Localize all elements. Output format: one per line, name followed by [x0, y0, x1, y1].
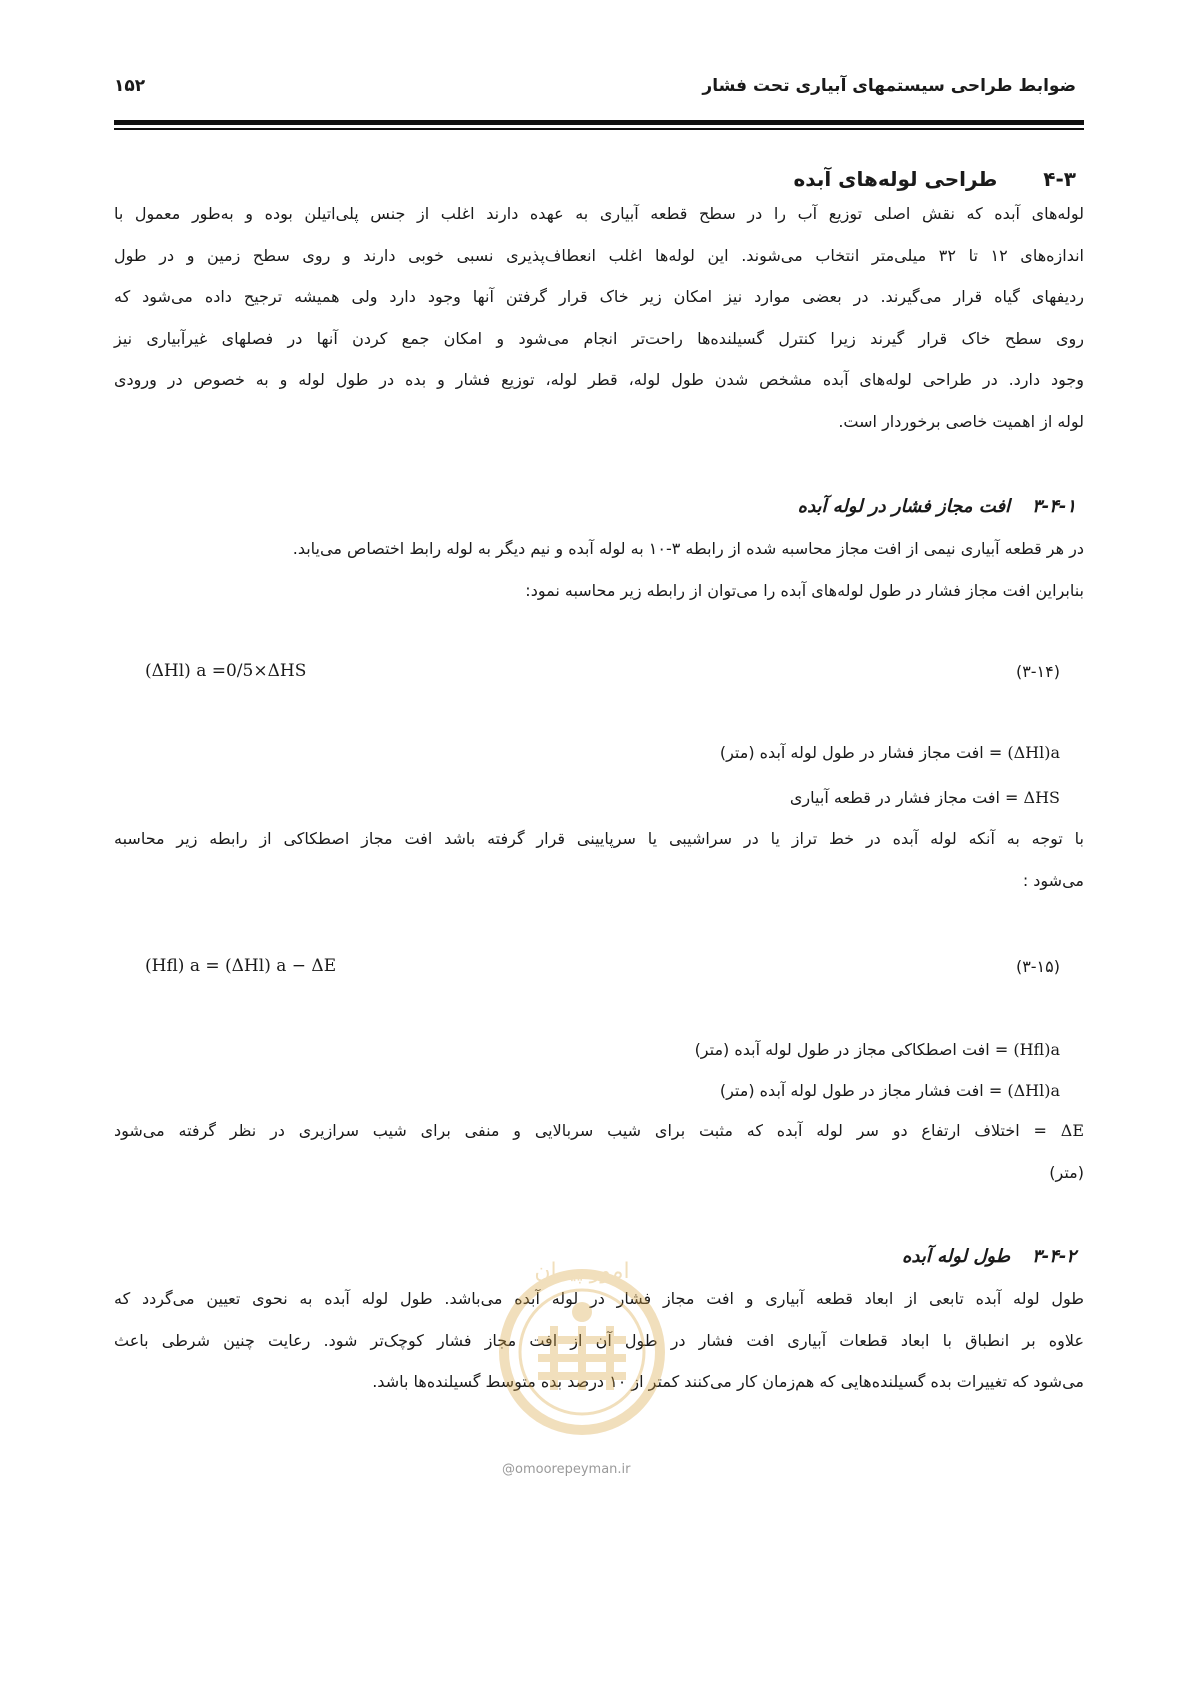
definition-delta-hl-a — [720, 743, 1060, 762]
intro-paragraph — [114, 193, 1084, 442]
text-line: می‌شود : — [1022, 870, 1084, 890]
equation-3-14-number: (۳-۱۴) — [1015, 662, 1060, 681]
definition-hfl-a — [695, 1040, 1060, 1059]
section-heading — [793, 167, 1076, 191]
equation-3-14: (ΔHl) a =0/5×ΔHS — [145, 661, 307, 681]
definition-symbol: (ΔHl)a — [1007, 743, 1060, 762]
equation-3-15-number: (۳-۱۵) — [1015, 957, 1060, 976]
subsection-2-heading — [902, 1246, 1076, 1267]
definition-symbol: ΔE — [1060, 1121, 1084, 1140]
text-line: در هر قطعه آبیاری نیمی از افت مجاز محاسبه شده از رابطه ۳-۱۰ به لوله آبده و نیم دیگر به لوله رابط اختصاص می‌یابد. — [292, 539, 1084, 558]
definition-text: = افت مجاز فشار در طول لوله آبده (متر) — [719, 743, 1003, 762]
section-number: ۴-۳ — [1043, 167, 1076, 191]
text-line: طول لوله آبده تابعی از ابعاد قطعه آبیاری و افت مجاز فشار در لوله آبده می‌باشد. طول لوله آبده به نحوی تعیین می‌گردد که — [114, 1289, 1084, 1308]
definition-text: = افت مجاز فشار در قطعه آبیاری — [789, 788, 1019, 807]
text-line: می‌شود که تغییرات بده گسیلنده‌هایی که هم‌زمان کار می‌کنند کمتر از ۱۰ درصد بده متوسط گسیلنده‌ها باشد. — [372, 1372, 1084, 1391]
subsection-2-number: ۳-۴-۲ — [1032, 1246, 1076, 1267]
definition-symbol: (ΔHl)a — [1007, 1081, 1060, 1100]
definition-delta-hl-a-2 — [720, 1081, 1060, 1100]
text-line — [114, 1110, 1084, 1152]
equation-3-15: (Hfl) a = (ΔHl) a − ΔE — [145, 956, 337, 976]
watermark-text: امور پیمان — [534, 1259, 630, 1284]
definition-symbol: ΔHS — [1023, 788, 1060, 807]
definition-text: = افت اصطکاکی مجاز در طول لوله آبده (متر) — [694, 1040, 1009, 1059]
text-line: لوله‌های آبده که نقش اصلی توزیع آب را در سطح قطعه آبیاری به عهده دارند اغلب از جنس پلی‌اتیلن بوده و به‌طور معمول با — [114, 204, 1084, 223]
watermark-url: @omoorepeyman.ir — [502, 1462, 631, 1477]
text-line: بنابراین افت مجاز فشار در طول لوله‌های آبده را می‌توان از رابطه زیر محاسبه نمود: — [525, 580, 1084, 600]
subsection-1-title: افت مجاز فشار در لوله آبده — [797, 496, 1011, 517]
text-line: وجود دارد. در طراحی لوله‌های آبده مشخص شدن طول لوله، قطر لوله، توزیع فشار و بده در طول لوله و به خصوص در ورودی — [114, 370, 1084, 389]
definition-text: = افت فشار مجاز در طول لوله آبده (متر) — [719, 1081, 1003, 1100]
text-line: روی سطح خاک قرار گیرند زیرا کنترل گسیلنده‌ها راحت‌تر انجام می‌شود و امکان جمع کردن آنها در فصلهای غیرآبیاری نیز — [114, 328, 1084, 348]
definition-delta-hs — [790, 788, 1060, 807]
section-title: طراحی لوله‌های آبده — [793, 167, 998, 191]
definition-delta-e — [114, 1110, 1084, 1193]
running-header-title: ضوابط طراحی سیستمهای آبیاری تحت فشار — [702, 76, 1076, 96]
text-line: (متر) — [1049, 1162, 1084, 1182]
subsection-1-paragraph — [114, 528, 1084, 611]
subsection-1-number: ۳-۴-۱ — [1032, 496, 1076, 517]
text-line: با توجه به آنکه لوله آبده در خط تراز یا در سراشیبی یا سرپایینی قرار گرفته باشد افت مجاز اصطکاکی از رابطه زیر محاسبه — [114, 829, 1084, 848]
header-rule-thick — [114, 120, 1084, 125]
text-line: لوله از اهمیت خاصی برخوردار است. — [838, 411, 1084, 431]
subsection-2-title: طول لوله آبده — [902, 1246, 1011, 1267]
text-line: اندازه‌های ۱۲ تا ۳۲ میلی‌متر انتخاب می‌شوند. این لوله‌ها اغلب انعطاف‌پذیری نسبی خوبی دارند و روی سطح زمین و در طول — [114, 245, 1084, 265]
definition-text: = اختلاف ارتفاع دو سر لوله آبده که مثبت برای شیب سربالایی و منفی برای شیب سرازیری در نظر گرفته می‌شود — [114, 1121, 1047, 1140]
text-line: علاوه بر انطباق با ابعاد قطعات آبیاری افت فشار در طول آن از افت مجاز فشار کوچک‌تر شود. رعایت چنین شرطی باعث — [114, 1330, 1084, 1350]
definition-symbol: (Hfl)a — [1013, 1040, 1060, 1059]
page-number: ۱۵۲ — [114, 76, 146, 96]
subsection-2-paragraph — [114, 1278, 1084, 1403]
text-line: ردیفهای گیاه قرار می‌گیرند. در بعضی موارد نیز امکان زیر خاک قرار گرفتن آنها وجود دارد ولی همیشه ترجیح داده می‌شود که — [114, 287, 1084, 306]
subsection-1-heading — [798, 496, 1076, 517]
header-rule-thin — [114, 128, 1084, 130]
middle-paragraph — [114, 818, 1084, 901]
